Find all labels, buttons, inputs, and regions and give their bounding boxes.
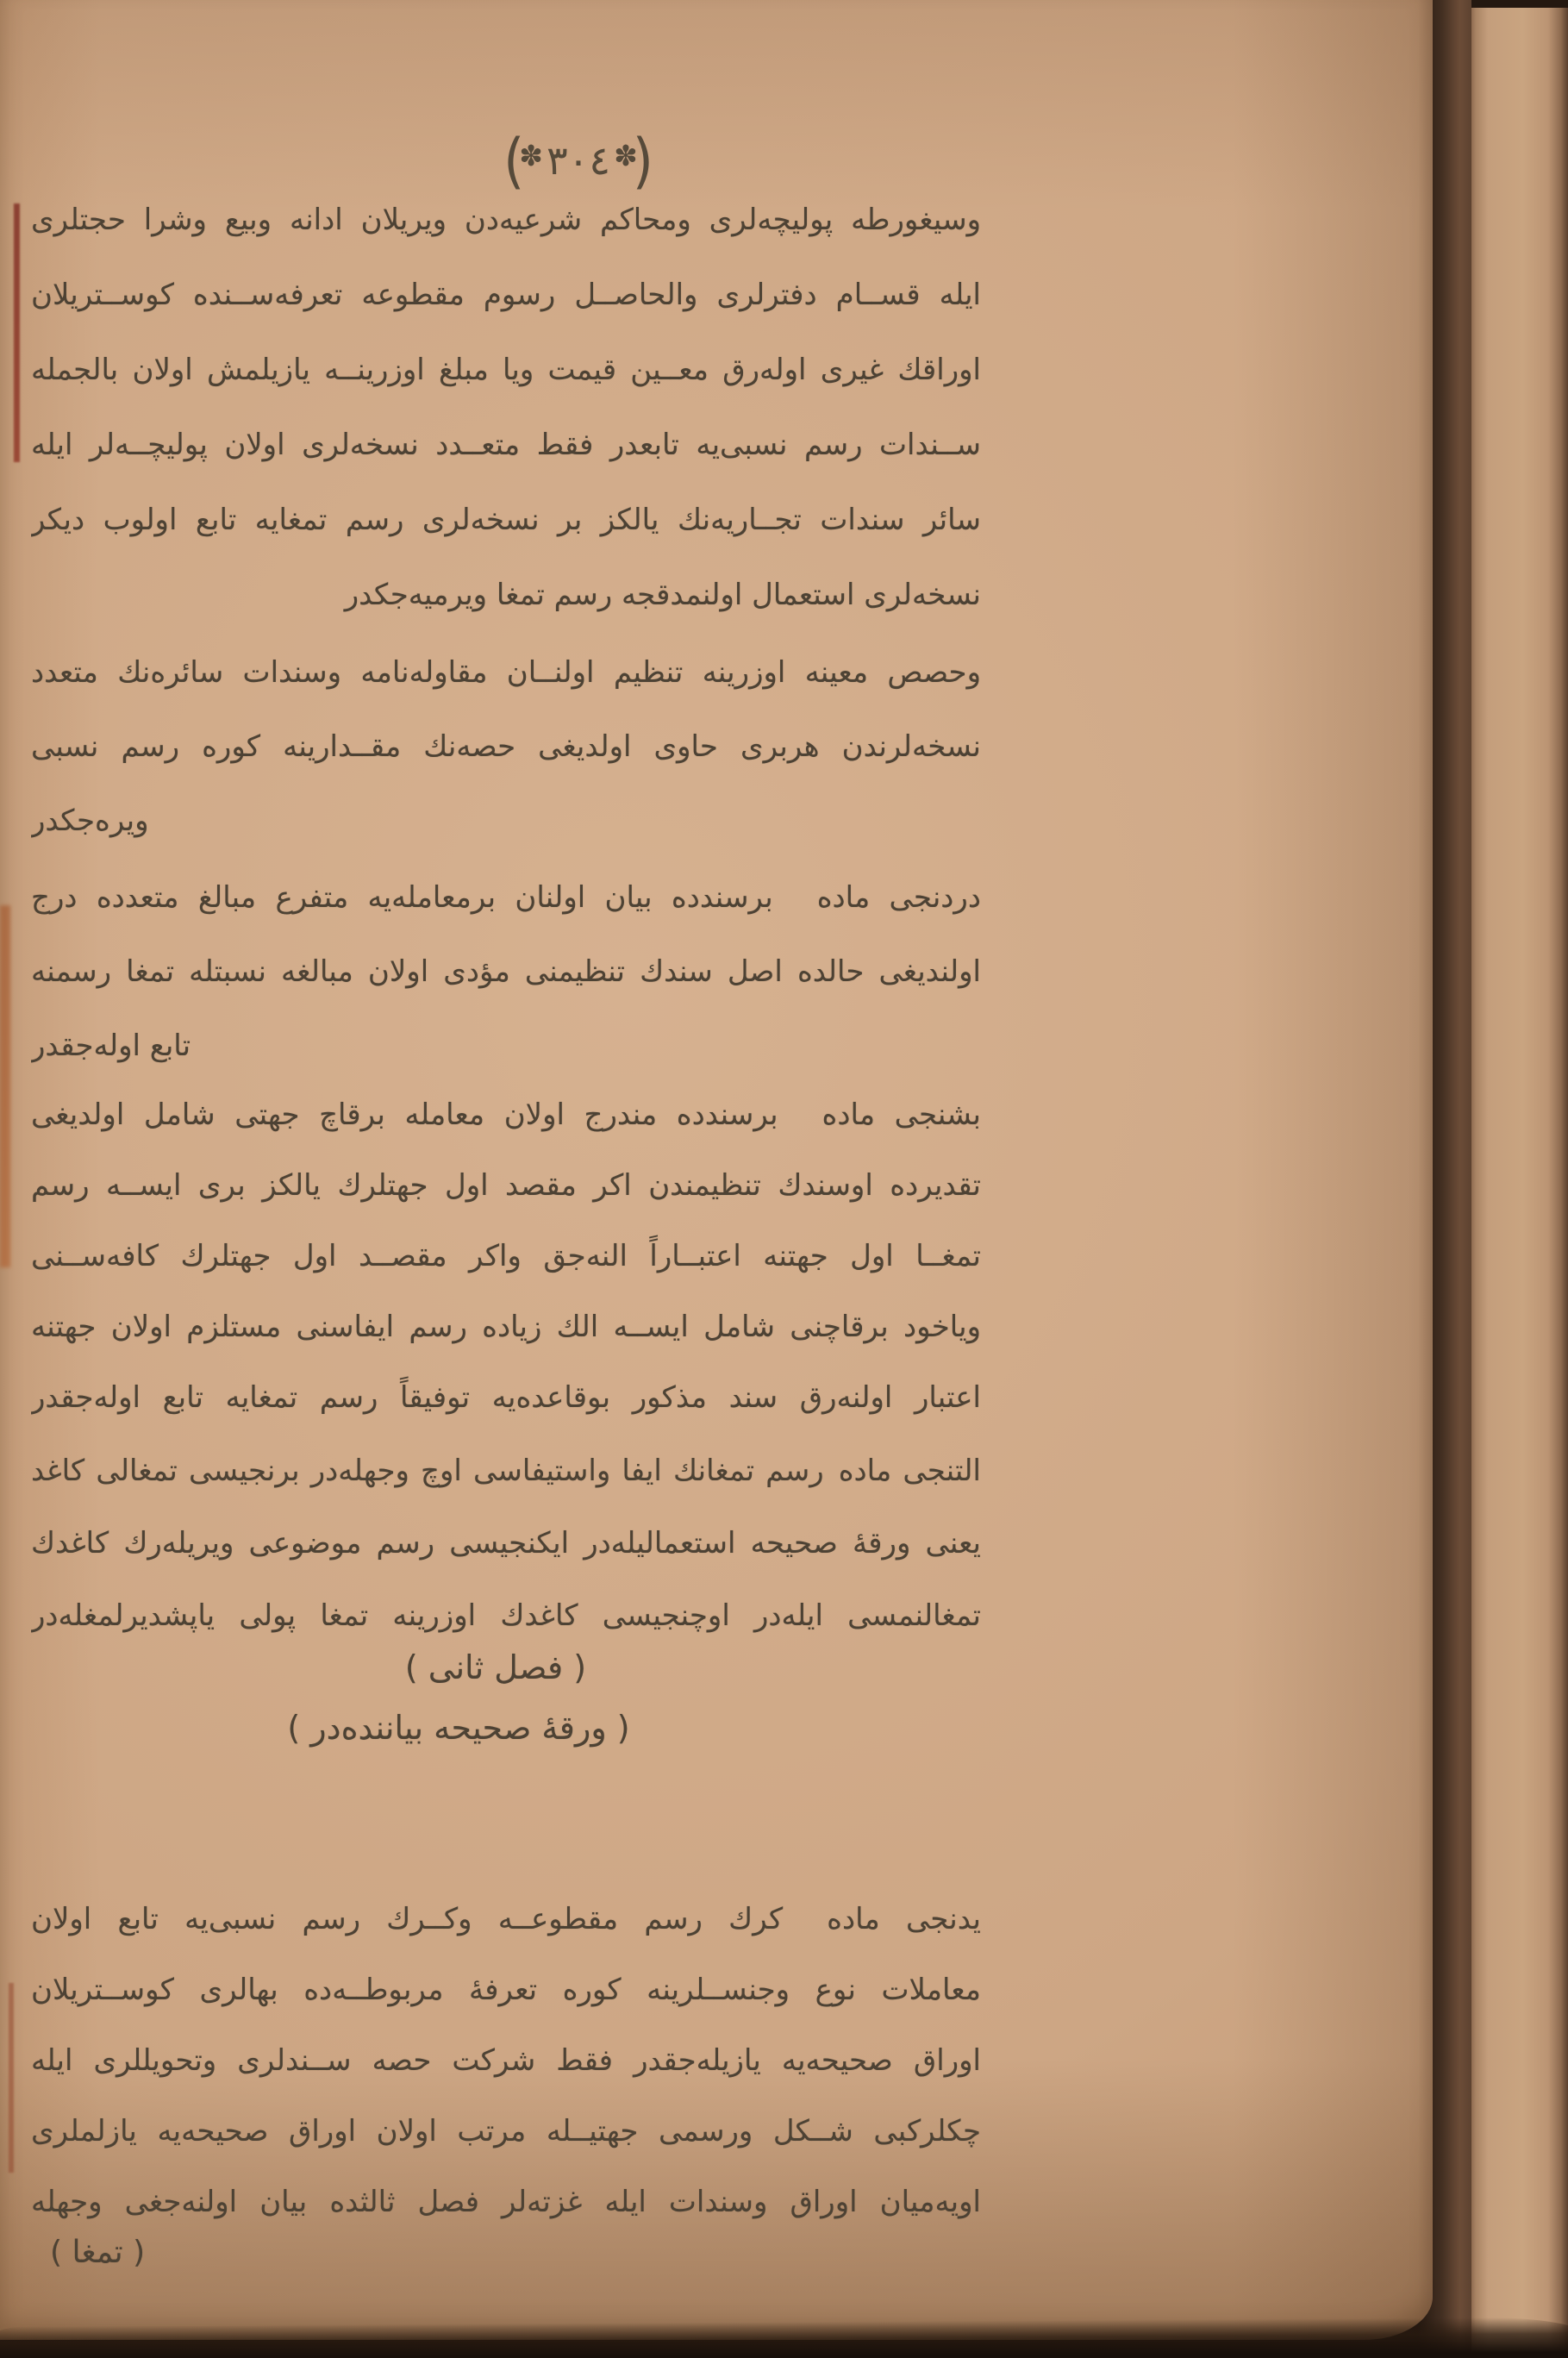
text-line: يعنى ورقهٔ صحيحه استعماليله‌در ايكنجيسى رسم موضوعى ويريله‌رك كاغدك bbox=[31, 1526, 981, 1561]
text-line: سائر سندات تجــاريه‌نك يالكز بر نسخه‌لرى رسم تمغايه تابع اولوب ديكر bbox=[31, 503, 981, 537]
paragraph-article-six bbox=[31, 1435, 981, 1652]
section-heading-subtitle: ( ورقهٔ صحيحه بياننده‌در ) bbox=[287, 1709, 630, 1747]
text-line: معاملات نوع وجنســلرينه كوره تعرفهٔ مربوطــه‌ده بهالرى كوســتريلان bbox=[31, 1973, 981, 2007]
text-line: يدنجى ماده كرك رسم مقطوعــه وكــرك رسم نسبى‌يه تابع اولان bbox=[31, 1902, 981, 1936]
paragraph-insurance-policies bbox=[31, 183, 981, 633]
text-line: اولنديغى حالده اصل سندك تنظيمنى مؤدى اولان مبالغه نسبتله تمغا رسمنه bbox=[31, 954, 981, 989]
paragraph-shares-deeds bbox=[31, 635, 981, 858]
text-line: تمغــا اول جهتنه اعتبــاراً النه‌جق واكر مقصــد اول جهتلرك كافه‌ســنى bbox=[31, 1239, 981, 1273]
underlying-page-edge bbox=[1468, 8, 1568, 2358]
text-line: اوراقك غيرى اوله‌رق معــين قيمت ويا مبلغ اوزرينــه يازيلمش اولان بالجمله bbox=[31, 353, 981, 387]
paragraph-article-seven bbox=[31, 1884, 981, 2237]
section-heading-chapter-two: ( فصل ثانى ) bbox=[404, 1648, 587, 1686]
page-number: ٣٠٤ bbox=[546, 137, 611, 184]
text-line: ايله قســام دفترلرى والحاصــل رسوم مقطوعه تعرفه‌ســنده كوســتريلان bbox=[31, 278, 981, 312]
binding-gutter-shadow bbox=[1418, 0, 1471, 2358]
text-line: تمغالنمسى ايله‌در اوچنجيسى كاغدك اوزرينه تمغا پولى ياپشديرلمغله‌در bbox=[31, 1598, 981, 1633]
paragraph-article-five bbox=[31, 1079, 981, 1433]
text-line: اعتبار اولنه‌رق سند مذكور بوقاعده‌يه توفيقاً رسم تمغايه تابع اوله‌جقدر bbox=[31, 1380, 981, 1415]
fore-edge-red-mark bbox=[9, 1983, 14, 2173]
text-line: اوراق صحيحه‌يه يازيله‌جقدر فقط شركت حصه ســندلرى وتحويللرى ايله bbox=[31, 2043, 981, 2078]
paragraph-article-four bbox=[31, 860, 981, 1083]
text-line: وياخود برقاچنى شامل ايســه الك زياده رسم ايفاسنى مستلزم اولان جهتنه bbox=[31, 1310, 981, 1344]
text-line: وسيغورطه پوليچه‌لرى ومحاكم شرعيه‌دن ويريلان ادانه وبيع وشرا حجتلرى bbox=[31, 203, 981, 237]
ornate-paren-close: ) bbox=[632, 125, 653, 197]
text-line: چكلركبى شــكل ورسمى جهتيــله مرتب اولان اوراق صحيحه‌يه يازلملرى bbox=[31, 2114, 981, 2148]
text-line: ويره‌جكدر bbox=[31, 804, 149, 838]
text-line: تقديرده اوسندك تنظيمندن اكر مقصد اول جهتلرك يالكز برى ايســه رسم bbox=[31, 1168, 981, 1203]
text-line: ســندات رسم نسبى‌يه تابعدر فقط متعــدد نسخه‌لرى اولان پوليچــه‌لر ايله bbox=[31, 428, 981, 462]
catchword: ( تمغا ) bbox=[50, 2235, 146, 2270]
text-line: وحصص معينه اوزرينه تنظيم اولنــان مقاوله‌نامه وسندات سائره‌نك متعدد bbox=[31, 655, 981, 690]
text-line: بشنجى ماده برسندده مندرج اولان معامله برقاچ جهتى شامل اولديغى bbox=[31, 1098, 981, 1132]
rosette-icon: ✽ bbox=[519, 139, 543, 172]
text-line: التنجى ماده رسم تمغانك ايفا واستيفاسى اوچ وجهله‌در برنجيسى تمغالى كاغد bbox=[31, 1454, 981, 1488]
fore-edge-red-mark bbox=[0, 905, 10, 1267]
rosette-icon: ✽ bbox=[614, 139, 638, 172]
text-line: تابع اوله‌جقدر bbox=[31, 1029, 191, 1063]
fore-edge-red-mark bbox=[14, 203, 20, 462]
text-line: دردنجى ماده برسندده بيان اولنان برمعامله‌يه متفرع مبالغ متعدده درج bbox=[31, 880, 981, 915]
text-line: اويه‌ميان اوراق وسندات ايله غزته‌لر فصل ثالثده بيان اولنه‌جغى وجهله bbox=[31, 2185, 981, 2219]
text-line: نسخه‌لرندن هربرى حاوى اولديغى حصه‌نك مقــدارينه كوره رسم نسبى bbox=[31, 729, 981, 764]
ornate-paren-open: ( bbox=[503, 125, 525, 197]
text-line: نسخه‌لرى استعمال اولنمدقجه رسم تمغا ويرميه‌جكدر bbox=[344, 578, 981, 612]
